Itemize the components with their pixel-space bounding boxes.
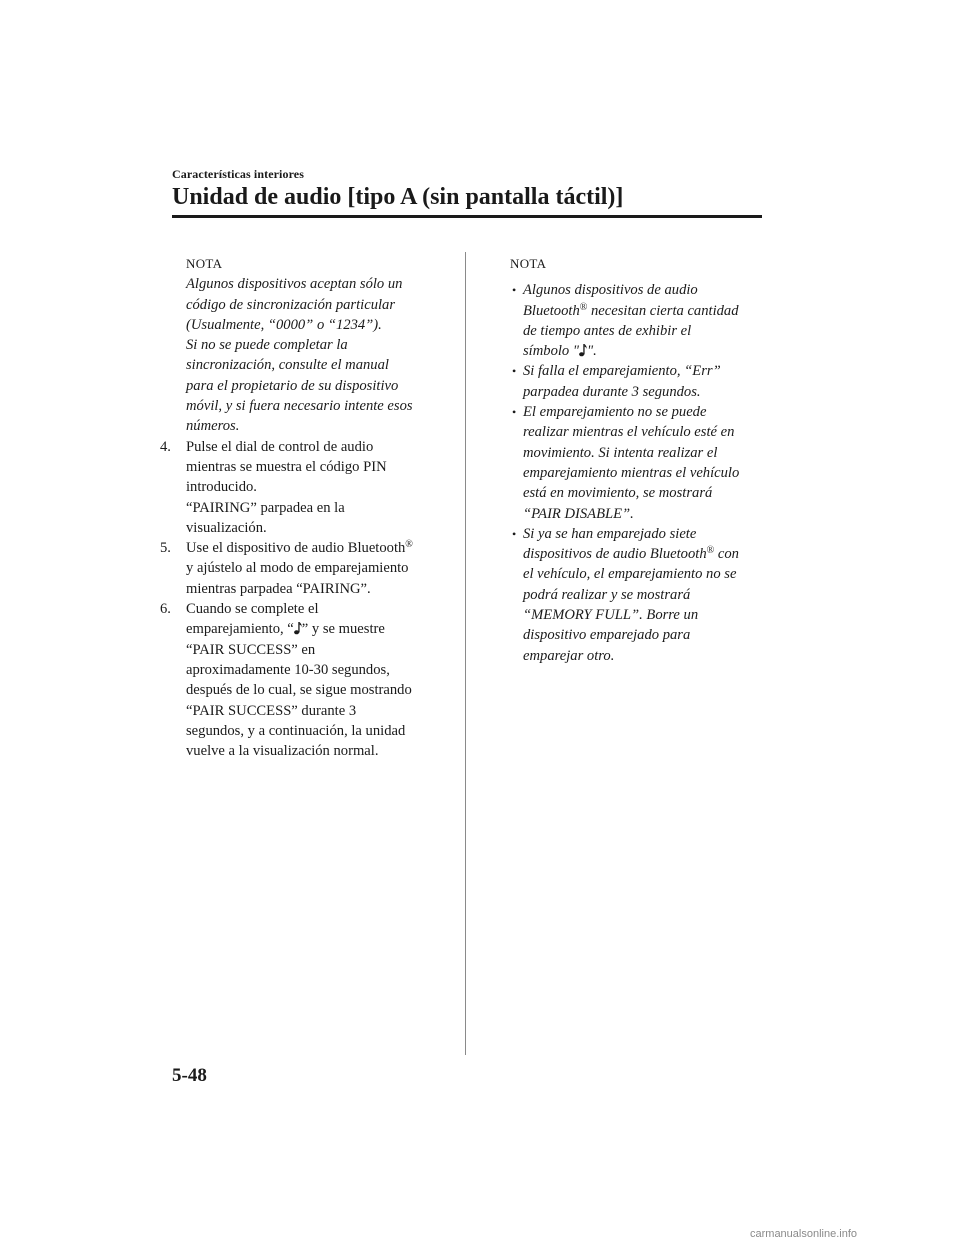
bullet-line: dispositivo emparejado para <box>523 627 691 644</box>
section-kicker: Características interiores <box>172 167 304 181</box>
watermark: carmanualsonline.info <box>750 1228 858 1240</box>
left-column <box>160 254 456 761</box>
note-bullets <box>497 280 769 666</box>
step-number: 6. <box>160 601 171 618</box>
note-line: números. <box>186 418 240 435</box>
note-line: para el propietario de su dispositivo <box>186 377 399 394</box>
note-line: Si no se puede completar la <box>186 337 348 354</box>
note-line: código de sincronización particular <box>186 296 396 313</box>
page-title: Unidad de audio [tipo A (sin pantalla táctil)] <box>172 184 624 210</box>
step-line: “PAIR SUCCESS” en <box>186 641 316 658</box>
bullet-text: dispositivos de audio Bluetooth <box>523 546 707 563</box>
step-line: “PAIR SUCCESS” durante 3 <box>186 702 357 719</box>
bullet-dot: • <box>512 283 517 298</box>
note-bullet <box>497 402 769 524</box>
bullet-text: símbolo " <box>523 343 579 360</box>
step-number: 4. <box>160 438 171 455</box>
note-line: móvil, y si fuera necesario intente esos <box>186 398 413 415</box>
step-number: 5. <box>160 540 171 557</box>
registered-mark: ® <box>706 545 715 557</box>
step-line <box>186 538 456 558</box>
bullet-dot: • <box>512 526 517 541</box>
bullet-line <box>523 341 769 361</box>
step-line <box>186 619 456 639</box>
step-line: Pulse el dial de control de audio <box>186 438 374 455</box>
step-text: emparejamiento, “ <box>186 621 294 638</box>
bullet-line: El emparejamiento no se puede <box>523 404 707 421</box>
registered-mark: ® <box>405 539 413 551</box>
bullet-line: “PAIR DISABLE”. <box>523 505 634 522</box>
step-line: visualización. <box>186 519 267 536</box>
bullet-line: el vehículo, el emparejamiento no se <box>523 566 737 583</box>
step-line: mientras se muestra el código PIN <box>186 458 387 475</box>
title-rule <box>172 215 762 218</box>
note-label: NOTA <box>186 256 223 271</box>
registered-mark: ® <box>579 301 588 313</box>
bullet-line: realizar mientras el vehículo esté en <box>523 424 735 441</box>
note-line: (Usualmente, “0000” o “1234”). <box>186 316 382 333</box>
bullet-line: Si falla el emparejamiento, “Err” <box>523 363 721 380</box>
note-text <box>186 274 456 436</box>
step-line: mientras parpadea “PAIRING”. <box>186 580 371 597</box>
bullet-line: podrá realizar y se mostrará <box>523 586 691 603</box>
step-text: Use el dispositivo de audio Bluetooth <box>186 540 406 557</box>
step-line: aproximadamente 10-30 segundos, <box>186 661 390 678</box>
bullet-line: de tiempo antes de exhibir el <box>523 322 692 339</box>
bullet-text: con <box>714 546 739 563</box>
note-bullet <box>497 280 769 361</box>
step-line: y ajústelo al modo de emparejamiento <box>186 560 409 577</box>
bullet-line: Algunos dispositivos de audio <box>523 282 698 299</box>
bullet-line: “MEMORY FULL”. Borre un <box>523 607 699 624</box>
step-4 <box>160 437 456 538</box>
bullet-text: ". <box>587 343 597 360</box>
music-note-icon <box>579 343 587 357</box>
bullet-dot: • <box>512 405 517 420</box>
note-line: Algunos dispositivos aceptan sólo un <box>186 276 403 293</box>
right-column <box>497 254 769 666</box>
bullet-line <box>523 301 769 321</box>
bullet-line: movimiento. Si intenta realizar el <box>523 444 718 461</box>
bullet-line: está en movimiento, se mostrará <box>523 485 713 502</box>
step-line: introducido. <box>186 479 257 496</box>
bullet-dot: • <box>512 364 517 379</box>
bullet-line: emparejamiento mientras el vehículo <box>523 464 740 481</box>
step-line: “PAIRING” parpadea en la <box>186 499 345 516</box>
note-line: sincronización, consulte el manual <box>186 357 389 374</box>
bullet-line: parpadea durante 3 segundos. <box>523 383 701 400</box>
step-text: ” y se muestre <box>301 621 385 638</box>
bullet-text: Bluetooth <box>523 302 580 319</box>
step-6 <box>160 599 456 761</box>
step-line: segundos, y a continuación, la unidad <box>186 722 406 739</box>
bullet-line: emparejar otro. <box>523 647 615 664</box>
music-note-icon <box>294 621 302 635</box>
step-5 <box>160 538 456 599</box>
note-bullet <box>497 524 769 666</box>
bullet-text: necesitan cierta cantidad <box>587 302 739 319</box>
bullet-line: Si ya se han emparejado siete <box>523 525 697 542</box>
step-line: después de lo cual, se sigue mostrando <box>186 682 412 699</box>
bullet-line <box>523 544 769 564</box>
note-label: NOTA <box>510 256 547 271</box>
column-divider <box>465 252 466 1055</box>
note-bullet <box>497 361 769 402</box>
step-line: Cuando se complete el <box>186 601 319 618</box>
step-line: vuelve a la visualización normal. <box>186 743 379 760</box>
page-number: 5-48 <box>172 1065 207 1086</box>
